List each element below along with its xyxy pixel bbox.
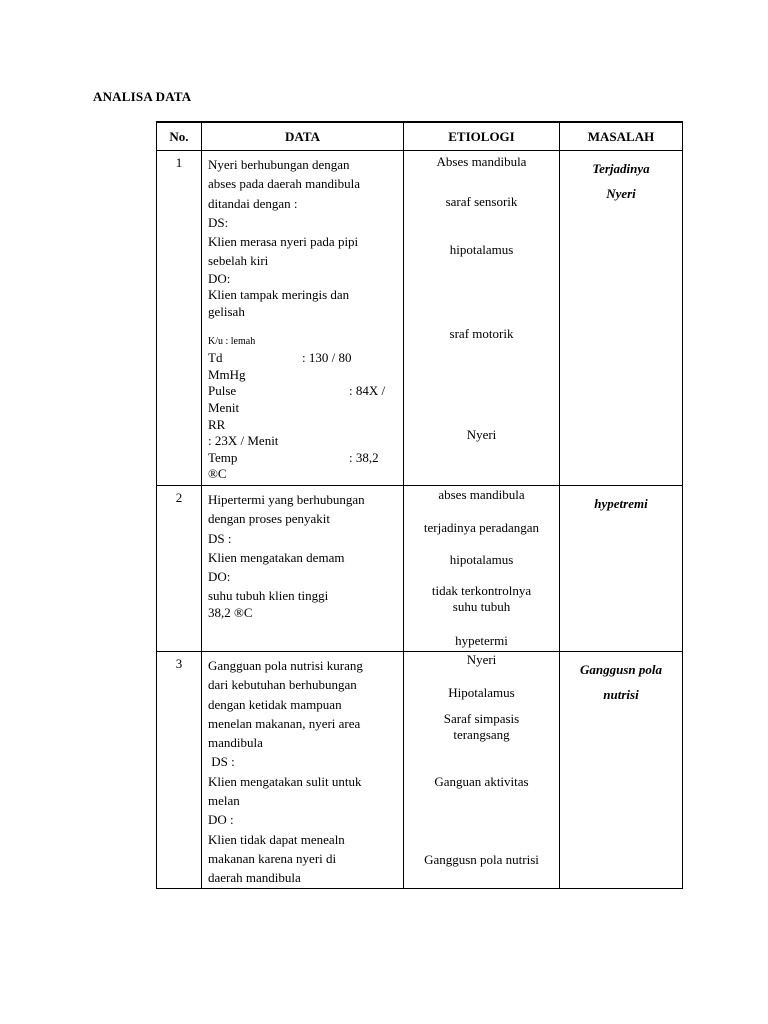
column-header-etiologi: ETIOLOGI — [404, 122, 560, 151]
etiologi-cell — [404, 151, 560, 486]
masalah-cell — [560, 486, 683, 652]
data-line: Hipertermi yang berhubungan — [208, 492, 365, 507]
etiologi-step: Abses mandibula — [436, 154, 527, 169]
etiologi-step: sraf motorik — [449, 326, 514, 341]
vitals-td-label: Td — [208, 350, 223, 366]
data-line: menelan makanan, nyeri area — [208, 715, 361, 731]
data-line: Klien mengatakan sulit untuk — [208, 773, 362, 789]
row-number: 1 — [157, 151, 202, 486]
etiologi-step: Saraf simpasis — [443, 711, 520, 726]
data-line: dengan ketidak mampuan — [208, 696, 342, 712]
etiologi-step: Hipotalamus — [448, 685, 515, 700]
data-line: abses pada daerah mandibula — [208, 176, 360, 192]
data-line: DO : — [208, 812, 234, 828]
table-row — [157, 652, 683, 889]
column-header-masalah: MASALAH — [560, 122, 683, 151]
data-cell — [202, 652, 404, 889]
data-line: DS: — [208, 214, 229, 230]
vitals-temp-label: Temp — [208, 449, 238, 465]
data-cell — [202, 486, 404, 652]
row-number: 2 — [157, 486, 202, 652]
data-line: makanan karena nyeri di — [208, 850, 337, 866]
etiologi-step: Ganggusn pola nutrisi — [424, 852, 539, 867]
vitals-rr-value: : 23X / Menit — [208, 433, 279, 449]
etiologi-step: Nyeri — [466, 652, 497, 667]
etiologi-cell — [404, 652, 560, 889]
etiologi-step: terangsang — [453, 727, 510, 742]
data-line: dengan proses penyakit — [208, 511, 331, 527]
data-cell — [202, 151, 404, 486]
etiologi-step: hypetermi — [455, 633, 508, 648]
vitals-pulse-label: Pulse — [208, 383, 237, 399]
data-line: sebelah kiri — [208, 253, 269, 269]
data-line: gelisah — [208, 303, 245, 319]
data-line: Gangguan pola nutrisi kurang — [208, 658, 363, 673]
masalah-line: Terjadinya — [592, 161, 650, 176]
masalah-cell — [560, 652, 683, 889]
vitals-pulse-value: : 84X / — [349, 383, 386, 399]
data-line: Klien tampak meringis dan — [208, 287, 350, 303]
data-line: Nyeri berhubungan dengan — [208, 157, 350, 172]
etiologi-cell — [404, 486, 560, 652]
vitals-td-unit: MmHg — [208, 366, 246, 382]
masalah-line: Nyeri — [606, 186, 636, 201]
data-line: melan — [208, 793, 240, 809]
data-line: daerah mandibula — [208, 870, 301, 886]
data-line: Klien tidak dapat menealn — [208, 831, 345, 847]
vitals-temp-unit: ®C — [208, 466, 227, 482]
analysis-table — [156, 121, 683, 889]
vitals-pulse-unit: Menit — [208, 399, 240, 415]
data-line: DO: — [208, 569, 231, 585]
etiologi-step: hipotalamus — [449, 242, 514, 257]
data-line: DS : — [208, 530, 232, 546]
vitals-ku: K/u : lemah — [208, 335, 256, 347]
data-line: Klien mengatakan demam — [208, 549, 345, 565]
data-line: dari kebutuhan berhubungan — [208, 677, 357, 693]
etiologi-step: hipotalamus — [449, 552, 514, 567]
vitals-pulse — [208, 383, 397, 400]
column-header-no: No. — [157, 122, 202, 151]
etiologi-step: Nyeri — [466, 427, 497, 442]
masalah-cell — [560, 151, 683, 486]
vitals-td — [208, 350, 397, 367]
data-line: suhu tubuh klien tinggi — [208, 588, 329, 604]
data-line: mandibula — [208, 735, 263, 751]
masalah-line: hypetremi — [594, 496, 648, 511]
etiologi-step: terjadinya peradangan — [423, 520, 540, 535]
table-row — [157, 486, 683, 652]
data-line: 38,2 ®C — [208, 605, 253, 621]
column-header-data: DATA — [202, 122, 404, 151]
data-line: ditandai dengan : — [208, 195, 298, 211]
vitals-temp — [208, 450, 397, 467]
etiologi-step: tidak terkontrolnya — [431, 583, 532, 598]
vitals-td-value: : 130 / 80 — [302, 350, 352, 366]
etiologi-step: saraf sensorik — [445, 194, 518, 209]
etiologi-step: suhu tubuh — [452, 599, 511, 614]
etiologi-step: abses mandibula — [438, 487, 525, 502]
page-title: ANALISA DATA — [93, 89, 192, 104]
row-number: 3 — [157, 652, 202, 889]
table-header-row — [157, 122, 683, 151]
vitals-rr-label: RR — [208, 416, 226, 432]
data-line: DS : — [208, 754, 235, 770]
etiologi-step: Ganguan aktivitas — [434, 774, 529, 789]
data-line: Klien merasa nyeri pada pipi — [208, 234, 359, 250]
vitals-temp-value: : 38,2 — [349, 449, 379, 465]
table-row — [157, 151, 683, 486]
data-line: DO: — [208, 270, 231, 286]
masalah-line: nutrisi — [603, 687, 639, 702]
masalah-line: Ganggusn pola — [580, 662, 662, 677]
